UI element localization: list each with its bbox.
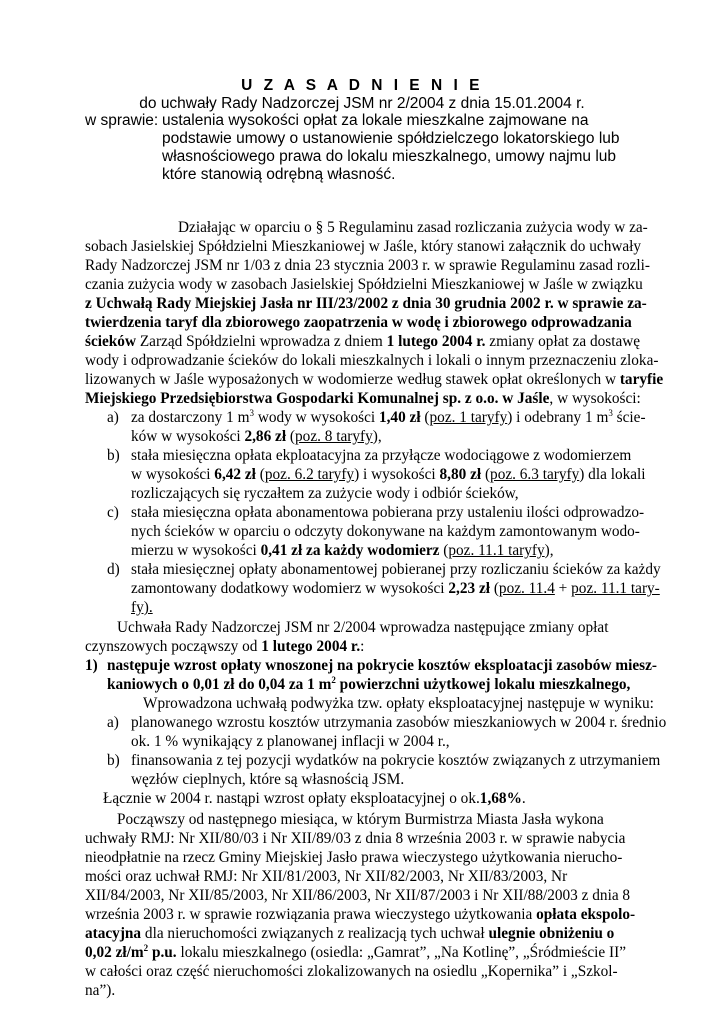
list-item-line: ok. 1 % wynikający z planowanej inflacji w 2004 r., — [131, 733, 450, 750]
bold-text: 1 lutego 2004 r. — [386, 333, 486, 350]
text: ków w wysokości — [131, 428, 245, 445]
underlined-text: poz. 11.1 taryfy — [448, 542, 545, 559]
p4-line — [85, 924, 614, 943]
superscript: 3 — [608, 407, 613, 418]
text: . — [521, 790, 526, 807]
bold-text: 1,68% — [479, 790, 522, 807]
bold-text: opłata ekspolo- — [536, 906, 636, 923]
total-line — [103, 789, 526, 808]
text: wody w wysokości — [254, 409, 379, 426]
document-title: U Z A S A D N I E N I E — [241, 77, 483, 94]
list-marker: b) — [107, 752, 120, 769]
w-sprawie-label: w sprawie: — [85, 112, 159, 129]
text: : — [360, 638, 365, 655]
bold-text: Miejskiego Przedsiębiorstwa Gospodarki Komunalnej sp. z o.o. w Jaśle — [85, 390, 550, 407]
w-sprawie-text: ustalenia wysokości opłat za lokale mieszkalne zajmowane na podstawie umowy o ustanowienie spółdzielczego lokatorskiego lub własnościowego prawa do lokalu mieszkalnego, umowy najmu lub które stanowią odrębną własność. — [162, 112, 620, 183]
p1-line: Działając w oparciu o § 5 Regulaminu zasad rozliczania zużycia wody w za- — [178, 219, 648, 236]
document-subtitle: do uchwały Rady Nadzorczej JSM nr 2/2004 z dnia 15.01.2004 r. — [139, 95, 585, 112]
p2-line: Uchwała Rady Nadzorczej JSM nr 2/2004 wprowadza następujące zmiany opłat — [117, 619, 609, 636]
text: ) i odebrany 1 m — [507, 409, 609, 426]
underlined-text: poz. 6.2 taryfy — [264, 466, 355, 483]
bold-text: 1 lutego 2004 r. — [261, 638, 361, 655]
text: lizowanych w Jaśle wyposażonych w wodomierze według stawek opłat określonych w — [85, 371, 620, 388]
text: ( — [481, 466, 491, 483]
bold-text: 2,86 zł — [244, 428, 287, 445]
bold-text: ulegnie obniżeniu o — [488, 925, 615, 942]
underlined-text: poz. 11.4 — [498, 580, 555, 597]
text: ście- — [612, 409, 646, 426]
bold-text: twierdzenia taryf dla zbiorowego zaopatrzenia w wodę i zbiorowego odprowadzania — [85, 314, 632, 331]
p1-line — [85, 294, 647, 313]
bold-text: powierzchni użytkowej lokalu mieszkalnego, — [335, 676, 631, 693]
p4-line — [85, 943, 626, 962]
p1-line — [85, 370, 663, 389]
text: , w wysokości: — [549, 390, 641, 407]
p1-line: czania zużycia wody w zasobach Jasielskiej Spółdzielni Mieszkaniowej w Jaśle w związku — [85, 276, 643, 293]
p1-line — [85, 332, 640, 351]
bold-text: 1) — [85, 657, 98, 674]
list-marker: d) — [107, 561, 120, 578]
superscript: 3 — [249, 407, 255, 418]
text: lokalu mieszkalnego (osiedla: „Gamrat”, „Na Kotlinę”, „Śródmieście II” — [176, 944, 627, 961]
bold-text: 8,80 zł — [439, 466, 482, 483]
list-item-line — [131, 579, 660, 598]
p3-line: Wprowadzona uchwałą podwyżka tzw. opłaty eksploatacyjnej następuje w wyniku: — [143, 695, 654, 712]
bold-text: 0,41 zł za każdy wodomierz — [260, 542, 440, 559]
bold-text: z Uchwałą Rady Miejskiej Jasła nr III/23/2002 z dnia 30 grudnia 2002 r. w sprawie za- — [85, 295, 647, 312]
text: ) dla lokali — [579, 466, 646, 483]
underlined-text: poz. 6.3 taryfy — [490, 466, 580, 483]
bold-text: atacyjna — [85, 925, 142, 942]
underlined-text: poz. 1 taryfy — [429, 409, 508, 426]
text: ), — [372, 428, 382, 445]
p1-line — [85, 313, 632, 332]
list-item-line: nych ścieków w oparciu o odczyty dokonywane na każdym zamontowanym wodo- — [131, 523, 640, 540]
bold-text: 6,42 zł — [214, 466, 256, 483]
superscript: 2 — [143, 942, 149, 953]
bold-text: następuje wzrost opłaty wnoszonej na pokrycie kosztów eksploatacji zasobów miesz- — [107, 657, 657, 674]
p4-line: nieodpłatnie na rzecz Gminy Miejskiej Jasło prawa wieczystego użytkowania nierucho- — [85, 849, 623, 866]
text: + — [554, 580, 572, 597]
p4-line: mości oraz uchwał RMJ: Nr XII/81/2003, Nr XII/82/2003, Nr XII/83/2003, Nr — [85, 868, 568, 885]
bold-text: 1,40 zł — [378, 409, 421, 426]
list-item-line: rozliczających się ryczałtem za zużycie wody i odbiór ścieków, — [131, 485, 519, 502]
text: Łącznie w 2004 r. nastąpi wzrost opłaty eksploatacyjnej o ok. — [103, 790, 480, 807]
p4-line: na”). — [85, 982, 116, 999]
text: mierzu w wysokości — [131, 542, 261, 559]
p4-line: uchwały RMJ: Nr XII/80/03 i Nr XII/89/03 z dnia 8 września 2003 r. w sprawie nabycia — [85, 830, 626, 847]
underlined-text: fy). — [131, 599, 153, 616]
bold-text: 0,02 zł/m — [85, 944, 144, 961]
underlined-text: poz. 8 taryfy — [295, 428, 373, 445]
text: ( — [439, 542, 449, 559]
list-item-line — [131, 465, 646, 484]
text: zmiany opłat za dostawę — [485, 333, 641, 350]
text: ( — [490, 580, 499, 597]
list-item-line: stała miesięczna opłata abonamentowa pobierana przy ustaleniu ilości odprowadzo- — [131, 504, 645, 521]
list-item-line — [131, 541, 554, 560]
list-item-line: stała miesięczna opłata ekploatacyjna za przyłącze wodociągowe z wodomierzem — [131, 447, 632, 464]
bold-text: taryfie — [619, 371, 664, 388]
text: czynszowych począwszy od — [85, 638, 262, 655]
bold-text: 2,23 zł — [448, 580, 490, 597]
point-line — [107, 675, 630, 694]
text: za dostarczony 1 m — [131, 409, 250, 426]
text: ), — [544, 542, 554, 559]
p4-line: Począwszy od następnego miesiąca, w którym Burmistrza Miasta Jasła wykona — [117, 811, 604, 828]
p1-line: Rady Nadzorczej JSM nr 1/03 z dnia 23 stycznia 2003 r. w sprawie Regulaminu zasad rozli- — [85, 257, 650, 274]
list-item-line: planowanego wzrostu kosztów utrzymania zasobów mieszkaniowych w 2004 r. średnio — [131, 714, 667, 731]
p1-line: wody i odprowadzanie ścieków do lokali mieszkalnych i lokali o innym przeznaczeniu zloka- — [85, 352, 659, 369]
bold-text: p.u. — [148, 944, 177, 961]
p1-line: sobach Jasielskiej Spółdzielni Mieszkaniowej w Jaśle, który stanowi załącznik do uchwały — [85, 238, 642, 255]
list-marker: b) — [107, 447, 120, 464]
bold-text: ścieków — [85, 333, 136, 350]
list-item-line — [131, 408, 646, 427]
text: ) i wysokości — [354, 466, 440, 483]
superscript: 2 — [331, 674, 336, 685]
list-item-line — [131, 427, 382, 446]
bold-text: kaniowych o 0,01 zł do 0,04 za 1 m — [107, 676, 332, 693]
text: w wysokości — [131, 466, 215, 483]
point-marker — [85, 656, 98, 675]
underlined-text: poz. 11.1 tary- — [571, 580, 660, 597]
list-item-line: finansowania z tej pozycji wydatków na pokrycie kosztów związanych z utrzymaniem — [131, 752, 661, 769]
list-marker: a) — [107, 714, 119, 731]
text: ( — [286, 428, 296, 445]
list-item-line: węzłów cieplnych, które są własnością JSM. — [131, 771, 405, 788]
list-marker: c) — [107, 504, 119, 521]
list-item-line: stała miesięcznej opłaty abonamentowej pobieranej przy rozliczaniu ścieków za każdy — [131, 561, 661, 578]
text: dla nieruchomości związanych z realizacją tych uchwał — [141, 925, 489, 942]
p4-line: XII/84/2003, Nr XII/85/2003, Nr XII/86/2003, Nr XII/87/2003 i Nr XII/88/2003 z dnia 8 — [85, 887, 631, 904]
p1-line — [85, 389, 641, 408]
list-marker: a) — [107, 409, 119, 426]
p2-line — [85, 637, 364, 656]
list-item-line — [131, 598, 153, 617]
text: Zarząd Spółdzielni wprowadza z dniem — [136, 333, 387, 350]
p4-line — [85, 905, 635, 924]
point-line — [107, 656, 657, 675]
text: zamontowany dodatkowy wodomierz w wysokości — [131, 580, 449, 597]
text: września 2003 r. w sprawie rozwiązania prawa wieczystego użytkowania — [85, 906, 537, 923]
text: ( — [420, 409, 430, 426]
text: ( — [255, 466, 265, 483]
p4-line: w całości oraz część nieruchomości zlokalizowanych na osiedlu „Kopernika” i „Szkol- — [85, 963, 618, 980]
